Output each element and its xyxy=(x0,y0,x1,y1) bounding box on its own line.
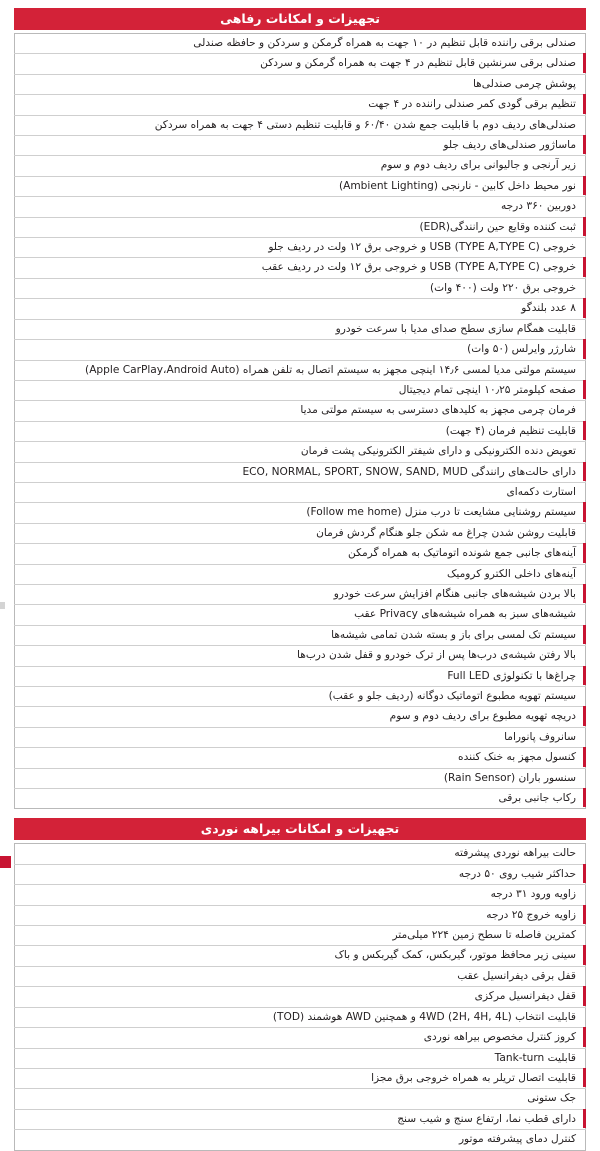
spec-item-text: صندلی برقی سرنشین قابل تنظیم در ۴ جهت به همراه گرمکن و سردکن xyxy=(15,54,586,74)
spec-item-text: جک ستونی xyxy=(15,1089,586,1109)
table-row xyxy=(15,503,586,523)
spec-item-text: قابلیت انتخاب (2H, 4H, 4L) 4WD و همچنین AWD هوشمند (TOD) xyxy=(15,1007,586,1027)
spec-item-text: خروجی برق ۲۲۰ ولت (۴۰۰ وات) xyxy=(15,278,586,298)
spec-item-text: قابلیت تنظیم فرمان (۴ جهت) xyxy=(15,421,586,441)
spec-item-text: سیستم تهویه مطبوع اتوماتیک دوگانه (ردیف جلو و عقب) xyxy=(15,687,586,707)
spec-table-comfort xyxy=(14,33,586,809)
table-row xyxy=(15,340,586,360)
spec-item-text: دارای حالت‌های رانندگی ECO, NORMAL, SPORT, SNOW, SAND, MUD xyxy=(15,462,586,482)
spec-item-text: چراغ‌ها با تکنولوژی Full LED xyxy=(15,666,586,686)
table-row xyxy=(15,136,586,156)
table-row xyxy=(15,360,586,380)
table-row xyxy=(15,1109,586,1129)
table-row xyxy=(15,1130,586,1150)
table-row xyxy=(15,544,586,564)
spec-item-text: رکاب جانبی برقی xyxy=(15,789,586,809)
spec-item-text: دارای قطب نما، ارتفاع سنج و شیب سنج xyxy=(15,1109,586,1129)
table-row xyxy=(15,864,586,884)
table-row xyxy=(15,946,586,966)
table-row xyxy=(15,54,586,74)
table-row xyxy=(15,299,586,319)
table-row xyxy=(15,844,586,864)
table-row xyxy=(15,95,586,115)
table-row xyxy=(15,646,586,666)
spec-item-text: قفل برقی دیفرانسیل عقب xyxy=(15,966,586,986)
spec-item-text: سینی زیر محافظ موتور، گیربکس، کمک گیربکس و باک xyxy=(15,946,586,966)
spec-item-text: کمترین فاصله تا سطح زمین ۲۲۴ میلی‌متر xyxy=(15,926,586,946)
spec-item-text: آینه‌های جانبی جمع شونده اتوماتیک به همراه گرمکن xyxy=(15,544,586,564)
table-row xyxy=(15,605,586,625)
spec-item-text: سیستم روشنایی مشایعت تا درب منزل (Follow me home) xyxy=(15,503,586,523)
spec-table-offroad xyxy=(14,843,586,1150)
table-row xyxy=(15,238,586,258)
spec-item-text: بالا رفتن شیشه‌ی درب‌ها پس از ترک خودرو و قفل شدن درب‌ها xyxy=(15,646,586,666)
table-row xyxy=(15,748,586,768)
table-row xyxy=(15,926,586,946)
spec-item-text: سانروف پانوراما xyxy=(15,727,586,747)
table-row xyxy=(15,666,586,686)
spec-item-text: تعویض دنده الکترونیکی و دارای شیفتر الکترونیکی پشت فرمان xyxy=(15,442,586,462)
table-row xyxy=(15,966,586,986)
spec-item-text: صندلی برقی راننده قابل تنظیم در ۱۰ جهت به همراه گرمکن و سردکن و حافظه صندلی xyxy=(15,34,586,54)
table-row xyxy=(15,421,586,441)
table-row xyxy=(15,401,586,421)
table-row xyxy=(15,687,586,707)
spec-item-text: پوشش چرمی صندلی‌ها xyxy=(15,74,586,94)
table-row xyxy=(15,156,586,176)
spec-item-text: سیستم مولتی مدیا لمسی ۱۴٫۶ اینچی مجهز به سیستم اتصال به تلفن همراه (Apple CarPlay،Android Auto) xyxy=(15,360,586,380)
table-row xyxy=(15,176,586,196)
spec-item-text: سنسور باران (Rain Sensor) xyxy=(15,768,586,788)
spec-item-text: خروجی USB (TYPE A,TYPE C) و خروجی برق ۱۲ ولت در ردیف جلو xyxy=(15,238,586,258)
spec-item-text: کنسول مجهز به خنک کننده xyxy=(15,748,586,768)
spec-item-text: قابلیت اتصال تریلر به همراه خروجی برق مجزا xyxy=(15,1068,586,1088)
table-row xyxy=(15,442,586,462)
spec-table-comfort-body xyxy=(15,34,586,809)
spec-item-text: تنظیم برقی گودی کمر صندلی راننده در ۴ جهت xyxy=(15,95,586,115)
table-row xyxy=(15,115,586,135)
spec-item-text: شیشه‌های سبز به همراه شیشه‌های Privacy عقب xyxy=(15,605,586,625)
table-row xyxy=(15,523,586,543)
spec-item-text: زاویه ورود ۳۱ درجه xyxy=(15,885,586,905)
table-row xyxy=(15,905,586,925)
spec-item-text: حداکثر شیب روی ۵۰ درجه xyxy=(15,864,586,884)
spec-item-text: قابلیت روشن شدن چراغ مه شکن جلو هنگام گردش فرمان xyxy=(15,523,586,543)
spec-item-text: قابلیت Tank-turn xyxy=(15,1048,586,1068)
table-row xyxy=(15,1007,586,1027)
spec-item-text: صفحه کیلومتر ۱۰٫۲۵ اینچی تمام دیجیتال xyxy=(15,380,586,400)
red-square-artifact xyxy=(0,856,11,868)
spec-item-text: کروز کنترل مخصوص بیراهه نوردی xyxy=(15,1028,586,1048)
table-row xyxy=(15,462,586,482)
spec-item-text: نور محیط داخل کابین - نارنجی (Ambient Lighting) xyxy=(15,176,586,196)
table-row xyxy=(15,768,586,788)
spec-table-offroad-body xyxy=(15,844,586,1150)
spec-item-text: ۸ عدد بلندگو xyxy=(15,299,586,319)
spec-item-text: فرمان چرمی مجهز به کلیدهای دسترسی به سیستم مولتی مدیا xyxy=(15,401,586,421)
table-row xyxy=(15,564,586,584)
table-row xyxy=(15,885,586,905)
spec-item-text: زیر آرنجی و جالیوانی برای ردیف دوم و سوم xyxy=(15,156,586,176)
spec-item-text: زاویه خروج ۲۵ درجه xyxy=(15,905,586,925)
spec-item-text: دوربین ۳۶۰ درجه xyxy=(15,197,586,217)
table-row xyxy=(15,1068,586,1088)
table-row xyxy=(15,319,586,339)
spec-item-text: بالا بردن شیشه‌های جانبی هنگام افزایش سرعت خودرو xyxy=(15,584,586,604)
table-row xyxy=(15,380,586,400)
spec-item-text: ثبت کننده وقایع حین رانندگی(EDR) xyxy=(15,217,586,237)
spec-item-text: استارت دکمه‌ای xyxy=(15,482,586,502)
spec-item-text: ماساژور صندلی‌های ردیف جلو xyxy=(15,136,586,156)
spec-item-text: دریچه تهویه مطبوع برای ردیف دوم و سوم xyxy=(15,707,586,727)
table-row xyxy=(15,987,586,1007)
gray-dot-artifact xyxy=(0,602,5,609)
table-row xyxy=(15,482,586,502)
spec-item-text: حالت بیراهه نوردی پیشرفته xyxy=(15,844,586,864)
table-row xyxy=(15,707,586,727)
table-row xyxy=(15,197,586,217)
spec-item-text: کنترل دمای پیشرفته موتور xyxy=(15,1130,586,1150)
table-row xyxy=(15,34,586,54)
table-row xyxy=(15,74,586,94)
table-row xyxy=(15,1089,586,1109)
spec-item-text: قفل دیفرانسیل مرکزی xyxy=(15,987,586,1007)
table-row xyxy=(15,727,586,747)
table-row xyxy=(15,1048,586,1068)
table-row xyxy=(15,217,586,237)
table-row xyxy=(15,625,586,645)
section-header-comfort: تجهیزات و امکانات رفاهی xyxy=(14,8,586,30)
table-row xyxy=(15,1028,586,1048)
spec-item-text: خروجی USB (TYPE A,TYPE C) و خروجی برق ۱۲ ولت در ردیف عقب xyxy=(15,258,586,278)
spec-item-text: شارژر وایرلس (۵۰ وات) xyxy=(15,340,586,360)
table-row xyxy=(15,258,586,278)
table-row xyxy=(15,584,586,604)
spec-item-text: قابلیت همگام سازی سطح صدای مدیا با سرعت خودرو xyxy=(15,319,586,339)
table-row xyxy=(15,278,586,298)
table-row xyxy=(15,789,586,809)
spec-item-text: صندلی‌های ردیف دوم با قابلیت جمع شدن ۶۰/۴۰ و قابلیت تنظیم دستی ۴ جهت به همراه سردکن xyxy=(15,115,586,135)
section-header-offroad: تجهیزات و امکانات بیراهه نوردی xyxy=(14,818,586,840)
spec-item-text: سیستم تک لمسی برای باز و بسته شدن تمامی شیشه‌ها xyxy=(15,625,586,645)
spec-item-text: آینه‌های داخلی الکترو کرومیک xyxy=(15,564,586,584)
